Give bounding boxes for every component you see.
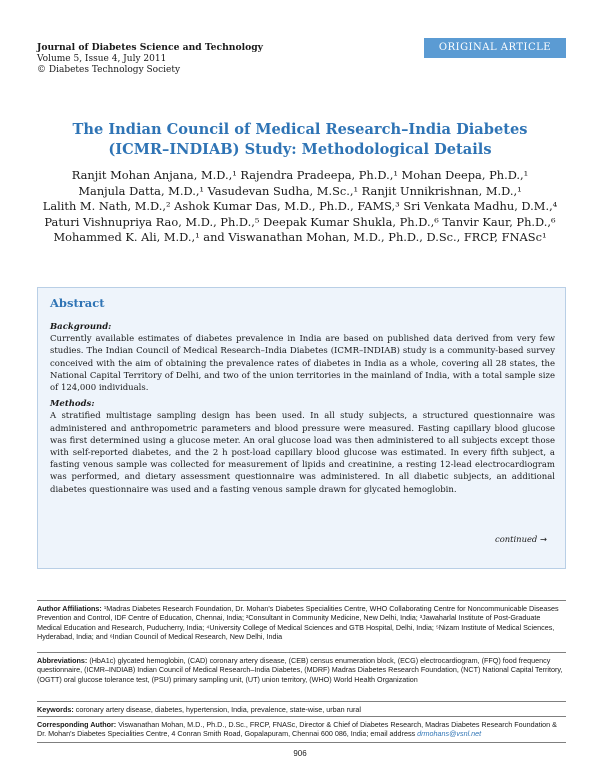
abstract-heading: Abstract bbox=[50, 296, 105, 310]
page-number: 906 bbox=[293, 749, 307, 758]
arrow-right-icon: → bbox=[539, 534, 547, 544]
abstract-body bbox=[50, 321, 555, 500]
divider bbox=[37, 742, 566, 743]
divider bbox=[37, 652, 566, 653]
divider bbox=[37, 701, 566, 702]
continued-link[interactable] bbox=[495, 534, 547, 544]
article-title bbox=[40, 120, 560, 160]
background-text: Currently available estimates of diabetes prevalence in India are based on published data derived from very few studies. The Indian Council of Medical Research–India Diabetes (ICMR–INDIAB) study is a community-based survey conceived with the aim of obtaining the prevalence rates of diabetes in India as a whole, covering all 28 states, the National Capital Territory of Delhi, and two of the union territories in the mainland of India, with a total sample size of 124,000 individuals. bbox=[50, 334, 555, 394]
abbreviations bbox=[37, 656, 566, 684]
abstract-box bbox=[37, 287, 566, 569]
author-line: Lalith M. Nath, M.D.,² Ashok Kumar Das, M.D., Ph.D., FAMS,³ Sri Venkata Madhu, D.M.,⁴ bbox=[42, 199, 558, 214]
affiliations-text: ¹Madras Diabetes Research Foundation, Dr. Mohan's Diabetes Specialities Centre, WHO Collaborating Centre for Noncommunicable Diseases Prevention and Control, IDF Centre of Education, Chennai, India; ²Consultant in Community Medicine, New Delhi, India; ³Jawaharlal Institute of Post-Graduate Medical Education and Research, Puducherry, India; ⁴University College of Medical Sciences and GTB Hospital, Delhi, India; ⁵Nizam Institute of Medical Sciences, Hyderabad, India; and ⁶Indian Council of Medical Research, New Delhi, India bbox=[37, 604, 559, 642]
journal-header bbox=[37, 42, 263, 77]
divider bbox=[37, 600, 566, 601]
journal-copyright: © Diabetes Technology Society bbox=[37, 65, 181, 75]
divider bbox=[37, 716, 566, 717]
keywords bbox=[37, 705, 566, 714]
title-line-1: The Indian Council of Medical Research–India Diabetes bbox=[72, 121, 528, 138]
background-label: Background: bbox=[50, 322, 112, 332]
journal-name: Journal of Diabetes Science and Technology bbox=[37, 42, 263, 53]
author-line: Manjula Datta, M.D.,¹ Vasudevan Sudha, M.Sc.,¹ Ranjit Unnikrishnan, M.D.,¹ bbox=[78, 183, 522, 198]
methods-text: A stratified multistage sampling design has been used. In all study subjects, a structured questionnaire was administered and anthropometric parameters and blood pressure were measured. Fasting capillary blood glucose was first determined using a glucose meter. An oral glucose load was then administered to all subjects except those with self-reported diabetes, and the 2 h post-load capillary blood glucose was estimated. In every fifth subject, a fasting venous sample was collected for measurement of lipids and creatinine, a resting 12-lead electrocardiogram was performed, and dietary assessment questionnaire was administered. In all diabetic subjects, an additional diabetes questionnaire was used and a fasting venous sample drawn for glycated hemoglobin. bbox=[50, 411, 555, 495]
abbreviations-label: Abbreviations: bbox=[37, 656, 88, 665]
title-line-2: (ICMR–INDIAB) Study: Methodological Details bbox=[108, 141, 492, 158]
corresponding-text: Viswanathan Mohan, M.D., Ph.D., D.Sc., FRCP, FNASc, Director & Chief of Diabetes Research, Madras Diabetes Research Foundation & Dr. Mohan's Diabetes Specialities Centre, 4 Conran Smith Road, Gopalapuram, Chennai 600 086, India; email address bbox=[37, 720, 557, 739]
email-link[interactable]: drmohans@vsnl.net bbox=[417, 729, 482, 739]
journal-volume: Volume 5, Issue 4, July 2011 bbox=[37, 53, 167, 64]
keywords-label: Keywords: bbox=[37, 705, 74, 714]
keywords-text: coronary artery disease, diabetes, hypertension, India, prevalence, state-wise, urban rural bbox=[75, 705, 362, 714]
author-list bbox=[40, 168, 560, 246]
article-type-badge: ORIGINAL ARTICLE bbox=[424, 38, 566, 58]
abbreviations-text: (HbA1c) glycated hemoglobin, (CAD) coronary artery disease, (CEB) census enumeration block, (ECG) electrocardiogram, (FFQ) food frequency questionnaire, (ICMR–INDIAB) Indian Council of Medical Research–India Diabetes, (MDRF) Madras Diabetes Research Foundation, (NCT) National Capital Territory, (OGTT) oral glucose tolerance test, (PSU) primary sampling unit, (UT) union territory, (WHO) World Health Organization bbox=[37, 656, 563, 684]
corresponding-author bbox=[37, 720, 566, 739]
corresponding-label: Corresponding Author: bbox=[37, 720, 117, 729]
author-line: Ranjit Mohan Anjana, M.D.,¹ Rajendra Pradeepa, Ph.D.,¹ Mohan Deepa, Ph.D.,¹ bbox=[71, 168, 529, 182]
methods-label: Methods: bbox=[50, 399, 95, 410]
continued-label: continued bbox=[495, 534, 538, 544]
author-affiliations bbox=[37, 604, 566, 642]
affiliations-label: Author Affiliations: bbox=[37, 604, 102, 613]
author-line: Mohammed K. Ali, M.D.,¹ and Viswanathan Mohan, M.D., Ph.D., D.Sc., FRCP, FNASc¹ bbox=[53, 230, 547, 245]
author-line: Paturi Vishnupriya Rao, M.D., Ph.D.,⁵ Deepak Kumar Shukla, Ph.D.,⁶ Tanvir Kaur, Ph.D.,⁶ bbox=[44, 214, 556, 229]
